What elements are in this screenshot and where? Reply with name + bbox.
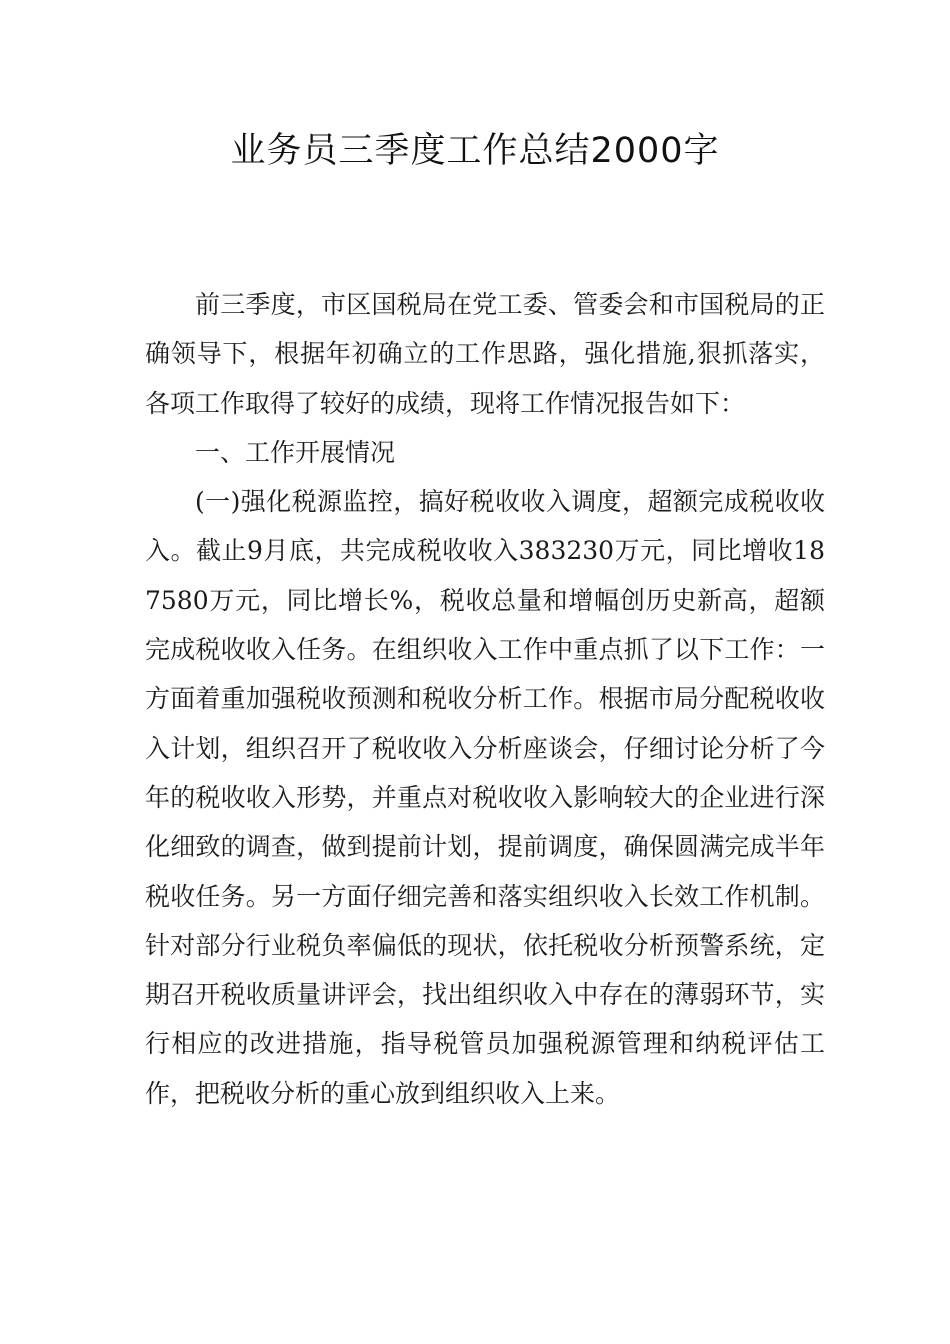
subsection-paragraph: (一)强化税源监控，搞好税收收入调度，超额完成税收收入。截止9月底，共完成税收收入383230万元，同比增收187580万元，同比增长%，税收总量和增幅创历史新高，超额完成税收收入任务。在组织收入工作中重点抓了以下工作：一方面着重加强税收预测和税收分析工作。根据市局分配税收收入计划，组织召开了税收收入分析座谈会，仔细讨论分析了今年的税收收入形势，并重点对税收收入影响较大的企业进行深化细致的调查，做到提前计划，提前调度，确保圆满完成半年税收任务。另一方面仔细完善和落实组织收入长效工作机制。针对部分行业税负率偏低的现状，依托税收分析预警系统，定期召开税收质量讲评会，找出组织收入中存在的薄弱环节，实行相应的改进措施，指导税管员加强税源管理和纳税评估工作，把税收分析的重心放到组织收入上来。 — [145, 487, 825, 1108]
document-body — [145, 280, 825, 1118]
section-heading: 一、工作开展情况 — [195, 437, 396, 467]
intro-paragraph: 前三季度，市区国税局在党工委、管委会和市国税局的正确领导下，根据年初确立的工作思路，强化措施,狠抓落实，各项工作取得了较好的成绩，现将工作情况报告如下： — [145, 290, 825, 418]
page-title: 业务员三季度工作总结2000字 — [230, 131, 720, 171]
